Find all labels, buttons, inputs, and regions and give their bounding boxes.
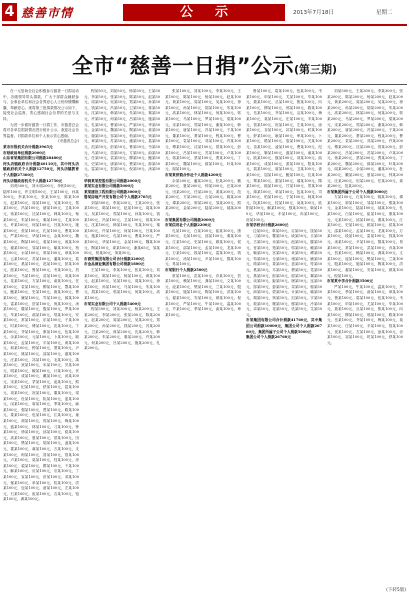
- donation-heading: 市商贸集团有限公司合计捐款3200元: [84, 256, 145, 261]
- column-1: [3, 89, 79, 589]
- donation-heading: 市某实业有限公司个人捐款5400元: [84, 301, 141, 306]
- headline-rule: [2, 84, 407, 85]
- paragraph: 刘虎500元，刘永明200元，李相100元，陆军100元，许文明100元，王某100元，孙某100元，李某100元，张某100元，陈某100元，赵某100元，周某100元，吴某100元，郑某100元，冯某100元，褚某100元，卫某100元，蒋某100元，沈某100元，韩某100元，杨某100元，朱某100元，秦某100元，尤某100元，许某100元，何某100元，吕某100元，施某100元，张某100元，孔某100元，曹某100元，严某100元，华某100元，金某100元，魏某100元，陶某100元，姜某100元，戚某100元，谢某100元，邹某100元，喻某100元，柏某100元，水某100元，窦某100元，章某100元，云某100元，苏某100元，潘某100元，葛某100元，奚某100元，范某100元，彭某100元，郎某100元，鲁某100元，韦某100元，昌某100元，马某100元，苗某100元，凤某100元，花某100元，方某100元，俞某100元，任某100元，袁某100元，柳某100元，酆某100元，鲍某100元，史某100元，唐某100元，费某100元，廉某100元，岑某100元，薛某100元，雷某100元，贺某100元，倪某100元，汤某100元，滕某100元，殷某100元，罗某100元，毕某100元，郝某100元，邬某100元，安某100元，常某100元，乐某100元，于某100元，时某100元，傅某100元，皮某100元，卞某100元，齐某100元，康某100元，伍某100元，余某100元，元某100元，卜某100元，顾某100元，孟某100元，平某100元，黄某100元，和某100元，穆某100元，萧某100元，尹某100元，姚某100元，邵某100元，湛某100元，汪某100元，祁某100元，毛某100元，禹某100元，狄某100元，米某100元，贝某100元，明某100元，臧某100元，计某100元，伏某100元，成某100元，戴某100元，谈某100元，宋某100元，茅某100元，庞某100元，熊某100元，纪某100元，舒某100元，屈某100元，项某100元，祝某100元，董某100元，梁某100元，杜某100元，阮某100元，蓝某100元，闵某100元，席某100元，季某100元，麻某100元，强某100元，贾某100元，路某100元，娄某100元，危某100元，江某100元，童某100元，颜某100元，郭某100元，梅某100元，盛某100元，林某100元，刁某100元，钟某100元，徐某100元，邱某100元，骆某100元，高某100元，夏某100元，蔡某100元，田某100元，樊某100元，胡某100元，凌某100元，霍某100元，虞某100元，万某100元，支某100元，柯某100元，昝某100元，管某100元，卢某100元，莫某100元，经某100元，房某100元，裘某100元，缪某100元，干某100元，解某100元，应某100元，宗某100元，丁某100元，宣某100元，贲某100元，邓某100元，郁某100元，单某100元，杭某100元，洪某100元，包某100元，诸某100元，左某100元，石某100元，崔某100元，吉某100元，钮某100元，龚某100元。: [3, 184, 79, 502]
- section-banner: 公示: [123, 4, 285, 21]
- paragraph: 程某50元，刘某50元，杨某50元，王某50元，李某50元，张某50元，陈某50元，赵某50元，周某50元，吴某50元，郑某50元，孙某50元，钱某50元，冯某50元，卫某50元，蒋某50元，沈某50元，韩某50元，朱某50元，秦某50元，许某50元，何某50元，吕某50元，施某50元，孔某50元，曹某50元，严某50元，华某50元，金某50元，魏某50元，陶某50元，姜某50元，谢某50元，邹某50元，柏某50元，窦某50元，章某50元，苏某50元，潘某50元，葛某50元，范某50元，彭某50元，鲁某50元，韦某50元，马某50元，苗某50元，方某50元，俞某50元，任某50元，袁某50元，柳某50元，鲍某50元，史某50元，唐某50元，费某50元，薛某50元，雷某50元，贺某50元，倪某50元，汤某50元。: [84, 89, 160, 177]
- donation-heading: 市某信用社个人捐款2200元: [165, 223, 211, 228]
- paragraph: 刘某500元，王某300元，李某300元，张某200元，陈某200元，杨某200元，赵某200元，黄某200元，周某200元，吴某200元，徐某200元，孙某200元，胡某200元，朱某200元，高某200元，林某200元，何某200元，郭某200元，马某200元，罗某200元，梁某200元，宋某200元，郑某200元，谢某200元，韩某200元，唐某200元，冯某200元，于某200元，董某200元，萧某200元，程某200元，曹某200元，袁某200元，邓某200元，许某200元，傅某200元，沈某200元，曾某200元，彭某200元，吕某200元，苏某200元，卢某200元，蒋某200元，蔡某200元，贾某200元，丁某200元，魏某200元，薛某200元，叶某200元，阎某200元，余某200元，潘某200元，杜某200元，戴某200元，夏某200元，钟某200元，汪某200元，田某200元，任某200元，姜某200元，范某200元。: [327, 89, 403, 189]
- donation-heading: 市财政局单位捐款2000元: [3, 150, 46, 155]
- headline-sub: (第三期): [294, 63, 338, 76]
- donation-heading: 河头店镇政府机关个人捐款12750元: [3, 178, 63, 183]
- column-3: [165, 89, 241, 589]
- masthead: [0, 0, 409, 26]
- headline-main: 全市“慈善一日捐”公示: [71, 54, 295, 78]
- donation-heading: 某某实业有限公司捐款5000元: [84, 184, 134, 189]
- paragraph: 边某50元，辜某50元，吉某50元，饶某50元，刁某50元，瞿某50元，戚某50元，丘某50元，古某50元，米某50元，池某50元，滕某50元，晋某50元，苑某50元，邬某50元，臧某50元，畅某50元，宫某50元，来某50元，嵺某50元，苟某50元，全某50元，褚某50元，廉某50元，简某50元，娄某50元，盖某50元，符某50元，奚某50元，木某50元，穆某50元，党某50元，燕某50元，郎某50元，邸某50元，冀某50元，谈某50元，姬某50元，屠某50元，连某50元，郜某50元，晏某50元，栾某50元，郁某50元，商某50元，蒙某50元，计某50元，喻某50元，揭某50元，窦某50元，迟某50元，宇某50元，敖某50元，糜某50元，鄢某50元，冷某50元，卓某50元，花某50元，仇某50元，艾某50元。: [246, 228, 322, 317]
- headline: [0, 50, 409, 80]
- donation-heading: 山东省某集团有限公司捐款28480元: [3, 156, 63, 161]
- donation-heading: 市金品酒业集团有限公司捐款1800元: [84, 262, 145, 267]
- paragraph: 张某100元，刘某100元，李某100元，王某100元，陈某100元，杨某100元，赵某100元，黄某100元，周某100元，吴某100元，徐某100元，孙某100元，胡某100元，朱某100元，高某100元，林某100元，何某100元，郭某100元，马某100元，罗某100元，梁某100元，宋某100元，郑某100元，谢某100元，韩某100元，唐某100元，冯某100元，于某100元，董某100元，萧某100元，程某100元，曹某100元，袁某100元，邓某100元，许某100元，傅某100元，沈某100元，曾某100元，彭某100元，吕某100元，苏某100元，卢某100元，蒋某100元，蔡某100元，贾某100元，丁某100元，魏某100元，薛某100元，叶某100元，阎某100元。: [165, 89, 241, 172]
- paragraph: 王某100元，李某100元，张某100元，刘某100元，陈某100元，杨某100元，黄某100元，赵某100元，吴某100元，周某100元，徐某100元，孙某100元，马某100元，朱某100元，胡某100元，郭某100元，何某100元，高某100元。: [84, 268, 160, 300]
- paragraph: 常某100元，武某100元，乔某100元，贺某100元，赖某100元，龚某100元，文某100元，庞某100元，樊某100元，兰某100元，殷某100元，施某100元，陶某100元，洪某100元，翟某100元，安某100元，颜某100元，倪某100元，严某100元，牛某100元，温某100元，芦某100元，季某100元，俞某100元，章某100元。: [165, 273, 241, 317]
- paragraph: (市慈善总会): [58, 139, 79, 144]
- donation-heading: 鲁某房地产开发有限公司个人捐款3765元: [84, 195, 152, 200]
- paragraph: 为进一步做好慈善一日捐工作，市慈善总会将对各单位捐款情况进行统计公示，欢迎社会各界监督。对捐款单位和个人表示衷心感谢。: [3, 122, 79, 138]
- continued-note: (下转5版): [386, 588, 406, 593]
- donation-heading: 市某银行个人捐款2500元: [165, 268, 208, 272]
- article-columns: [3, 89, 406, 589]
- paragraph: 鲁某100元，葛某100元，伍某100元，韦某100元，申某100元，尤某100元，毕某100元，聂某100元，丛某100元，焦某100元，向某100元，柳某100元，邢某100元，路某100元，岳某100元，齐某100元，沿某100元，梅某100元，莫某100元，庄某100元，辛某100元，管某100元，祝某100元，左某100元，涂某100元，谷某100元，祁某100元，时某100元，舒某100元，耿某100元，牟某100元，卜某100元，路某100元，詹某100元，关某100元，苗某100元，凌某100元，费某100元，纪某100元，靳某100元，盛某100元，童某100元，欧某100元，甄某100元，项某100元，曲某100元，成某100元，游某100元，阳某100元，裴某100元，席某100元，卫某100元，查某100元，屈某100元，鲍某100元，位某100元，覃某100元，霍某100元，翁某100元，隋某100元，植某100元，甘某100元，景某100元，薄某100元，单某100元，包某100元，司某100元，柏某100元，宁某100元，柯某100元，阮某100元，桂某100元，闵某100元，欧阳某100元，解某100元，强某100元，柴某100元，华某100元，车某100元，冉某100元，房某100元。: [246, 89, 322, 222]
- paragraph: 余某200元，潘某200元，杜某200元，戴某200元，夏某200元，钟某200元，汪某200元，田某200元，任某200元，姜某200元，范某200元，方某200元，石某200元，姚某200元，谭某200元，廖某200元，邹某200元，熊某200元，金某200元，陆某200元，郝某200元。: [165, 178, 241, 217]
- column-2: [84, 89, 160, 589]
- weekday: 星期二: [376, 10, 393, 16]
- donation-heading: 市某某中学合计捐款3500元: [327, 279, 373, 284]
- paragraph: 方某100元，石某100元，姚某100元，谭某100元，廖某100元，邹某100元，熊某100元，金某100元，陆某100元，郝某100元，孔某100元，白某100元，崔某100元，康某100元，毛某100元，邱某100元，秦某100元，江某100元，史某100元，顾某100元，侯某100元，邵某100元，孟某100元，龙某100元，万某100元，段某100元，雷某100元，钱某100元，汤某100元，尹某100元，黎某100元，易某100元，常某100元，武某100元，乔某100元，贺某100元，赖某100元，龚某100元，文某100元，庞某100元，樊某100元，兰某100元，殷某100元，施某100元，陶某100元，洪某100元，翟某100元，安某100元，颜某100元，倪某100元。: [327, 195, 403, 278]
- paragraph: 刘某500元，李某200元，王某200元，张某100元，陈某100元，赵某100元，周某100元，吴某100元，郑某100元，孙某100元，钱某100元，冯某100元，卫某100元，蒋某100元，沈某100元，韩某100元，朱某100元，秦某100元，许某100元，何某100元，吕某100元，施某100元，孔某100元，曹某100元，严某100元，华某100元，金某100元，魏某100元，陶某100元，姜某100元，谢某65元，邹某50元，柏某50元，窦某50元。: [84, 200, 160, 256]
- masthead-rule: [2, 24, 407, 26]
- paragraph: 程某500元，刘某300元，杨某200元，王某200元，李某200元，张某200元，陈某200元，赵某200元，周某200元，吴某200元，郑某200元，孙某200元，钱某200元，冯某200元，卫某200元，蒋某200元，沈某200元，韩某200元，朱某200元，秦某200元，许某200元，何某200元，吕某200元，施某200元，孔某200元。: [84, 307, 160, 351]
- donation-heading: 市某集团有限公司合计捐款41760元，其中集团公司捐款10000元，集团公司个人捐款26760元，集团所属子公司个人捐款5000元: [246, 318, 322, 334]
- donation-heading: 市某某供销合作社个人捐款4200元: [165, 172, 222, 177]
- donation-heading: 华润某某控股有限公司捐款2000元: [84, 178, 141, 183]
- page-number: 4: [2, 3, 17, 21]
- donation-heading: 市某学校合计捐款2600元: [246, 223, 289, 228]
- section-name: 慈善市情: [21, 6, 74, 20]
- donation-heading: 某某建设工程有限公司捐款3000元: [84, 189, 141, 194]
- publication-date: 2013年7月18日: [293, 10, 334, 16]
- donation-heading: 市某集团所属子公司个人捐款5000元: [327, 189, 388, 194]
- column-5: [327, 89, 403, 589]
- donation-heading: 集团公司个人捐款26760元: [246, 335, 291, 340]
- column-4: [246, 89, 322, 589]
- paragraph: 孔某100元，白某100元，崔某100元，康某100元，毛某100元，邱某100元，秦某100元，江某100元，史某100元，顾某100元，侯某100元，邵某100元，孟某100元，龙某100元，万某100元，段某100元，雷某100元，钱某100元，汤某100元，尹某100元，黎某100元，易某100元。: [165, 228, 241, 267]
- donation-heading: 某市市级机关合计捐款3965元: [3, 144, 53, 149]
- paragraph: 严某100元，牛某100元，温某100元，芦某100元，季某100元，俞某100元，章某100元，鲁某100元，葛某100元，伍某100元，韦某100元，申某100元，尤某100元，毕某100元，聂某100元，丛某100元，焦某100元，向某100元，柳某100元，邢某100元，路某100元，岳某100元，齐某100元，梅某100元，莫某100元，庄某100元，辛某100元，管某100元，祝某100元，左某100元，涂某100元，谷某100元，祁某100元，时某100元，舒某100元。: [327, 284, 403, 345]
- donation-heading: 河头店镇政府合计捐款40110元，其中河头店镇政府机关个人捐款12750元，河头店镇教育个人捐款27360元: [3, 161, 79, 177]
- donation-heading: 市某集团有限公司捐款3000元: [165, 217, 215, 222]
- paragraph: 在一元复始全社会积极参与慈善一日捐活动中，各级领导带头捐款，广大干部群众踊跃参与，企事业单位和社会各界爱心人士纷纷慷慨解囊，奉献爱心。现将第三批捐款情况公示如下，接受社会监督，衷心感谢社会各界的关爱与支持。: [3, 89, 79, 121]
